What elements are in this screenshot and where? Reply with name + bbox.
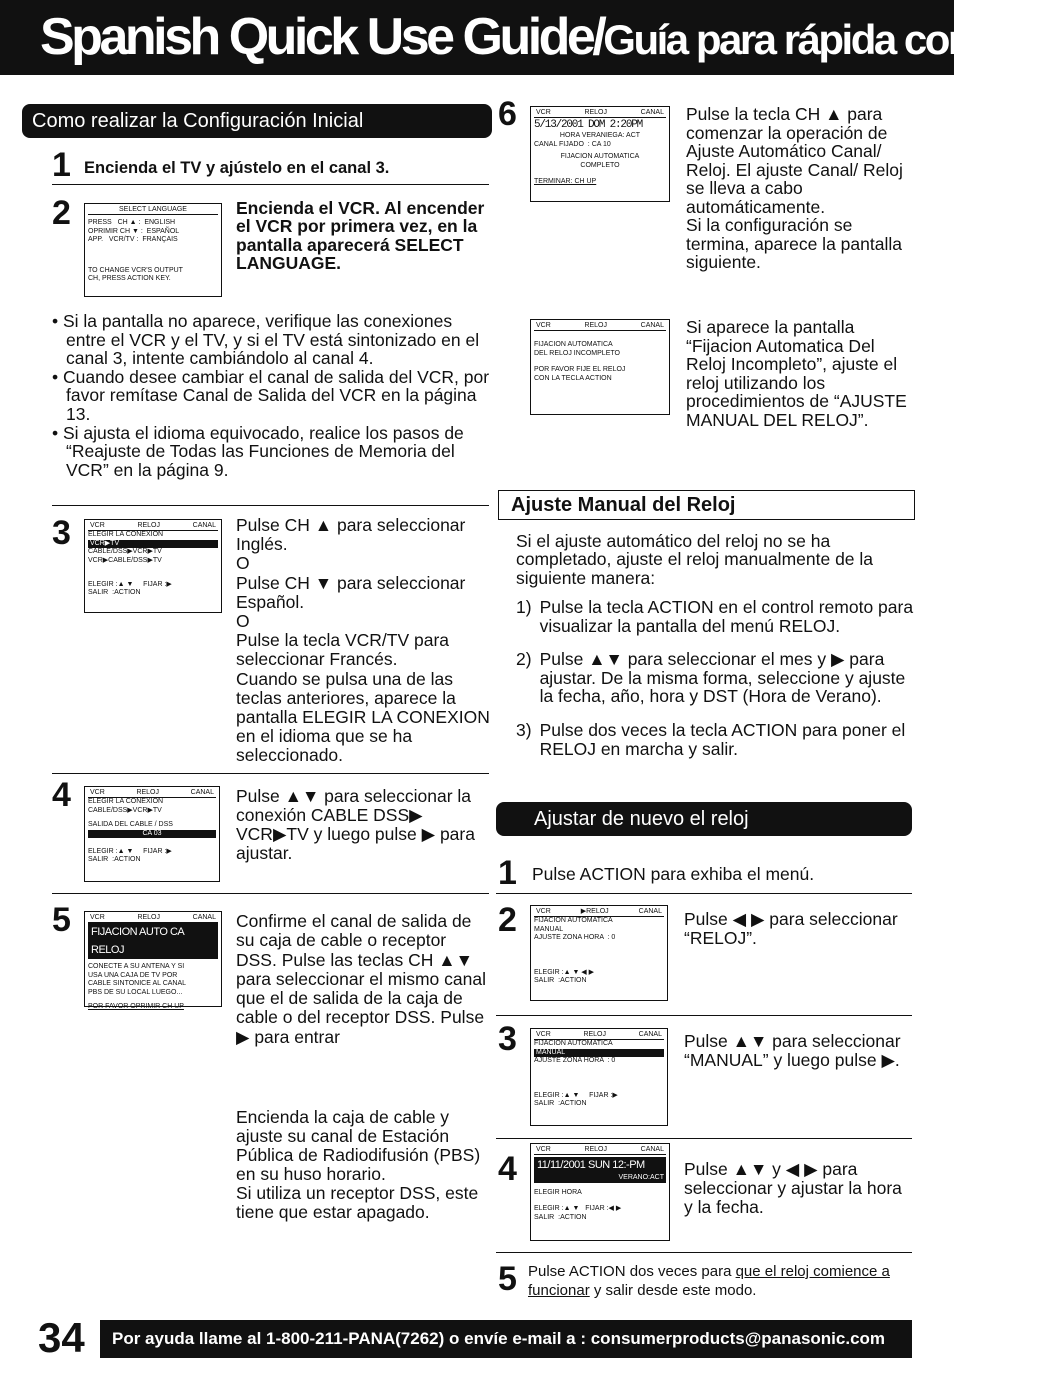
screen-tab: VCR <box>536 1146 551 1153</box>
screen-tabs <box>534 109 666 118</box>
screen-line: ELEGIR :▲ ▼ FIJAR :◀ ▶ <box>534 1205 622 1213</box>
manual-steps <box>516 598 916 758</box>
step-text: Pulse dos veces la tecla ACTION para poner el RELOJ en marcha y salir. <box>539 719 906 759</box>
bullet-item: • Si ajusta el idioma equivocado, realice los pasos de “Reajuste de Todas las Funciones de Memoria del VCR” en la página 9. <box>52 422 464 480</box>
title-sub: Guía para rápida consulta <box>603 16 1057 63</box>
tv-screen-salida-cable <box>84 786 220 882</box>
tv-screen-fijacion-completo <box>530 106 670 202</box>
screen-tab: RELOJ <box>583 1031 606 1038</box>
screen-line: ELEGIR HORA <box>534 1188 582 1196</box>
screen-tabs <box>534 908 664 917</box>
screen-tab: VCR <box>90 522 105 529</box>
manual-step <box>516 650 916 706</box>
underlined-text: que el reloj comience a funcionar <box>528 1263 890 1299</box>
step-number: 3 <box>498 1020 517 1058</box>
screen-line: FIJACION AUTOMATICA <box>534 917 613 925</box>
screen-line: COMPLETO <box>580 161 620 169</box>
manual-step <box>516 598 916 635</box>
help-footer: Por ayuda llame al 1-800-211-PANA(7262) o envíe e-mail a : consumerproducts@panasonic.com <box>100 1320 912 1358</box>
screen-tabs <box>534 1031 664 1040</box>
screen-line: FIJACION AUTOMATICA <box>534 341 613 349</box>
screen-tabs <box>88 914 218 923</box>
screen-tabs <box>88 522 218 531</box>
screen-tab: CANAL <box>640 1146 664 1153</box>
step-2-text: Encienda el VCR. Al encender el VCR por primera vez, en la pantalla aparecerá SELECT LANGUAGE. <box>236 198 485 274</box>
screen-line: POR FAVOR OPRIMIR CH UP <box>88 1003 184 1011</box>
screen-line: CABLE/DSS▶VCR▶TV <box>88 548 162 556</box>
bullet-item: • Cuando desee cambiar el canal de salida del VCR, por favor remítase Canal de Salida del VCR en la página 13. <box>52 366 490 424</box>
screen-highlight: MANUAL <box>534 1049 664 1057</box>
screen-tab: RELOJ <box>136 789 159 796</box>
divider <box>496 1252 912 1253</box>
screen-tab: CANAL <box>640 322 664 329</box>
screen-line: SALIR :ACTION <box>88 856 141 864</box>
screen-tab: CANAL <box>192 914 216 921</box>
step-5-note: Encienda la caja de cable y ajuste su canal de Estación Pública de Radiodifusión (PBS) en su huso horario. Si utiliza un receptor DSS, este tiene que estar apagado. <box>236 1107 481 1222</box>
step-6-note: Si aparece la pantalla “Fijacion Automatica Del Reloj Incompleto”, ajuste el reloj utilizando los procedimientos de “AJUSTE MANUAL DEL RELOJ”. <box>686 317 907 430</box>
divider <box>496 893 912 894</box>
title-main: Spanish Quick Use Guide/ <box>40 8 604 66</box>
step-number: 3 <box>52 514 71 552</box>
manual-intro: Si el ajuste automático del reloj no se ha completado, ajuste el reloj manualmente de la siguiente manera: <box>516 531 874 588</box>
screen-tab: RELOJ <box>137 914 160 921</box>
text-part: y salir desde este modo. <box>589 1281 757 1299</box>
divider <box>496 1138 912 1139</box>
screen-line: SALIR :ACTION <box>534 977 587 985</box>
screen-tab: VCR <box>536 1031 551 1038</box>
screen-title: SELECT LANGUAGE <box>88 206 218 215</box>
screen-line: AJUSTE ZONA HORA : 0 <box>534 1057 616 1065</box>
step-number: 4 <box>498 1150 517 1188</box>
page-title <box>40 2 1057 75</box>
tv-screen-reloj-menu <box>530 905 668 1001</box>
screen-tab: VCR <box>90 789 105 796</box>
screen-title: ELEGIR LA CONEXION <box>88 531 164 539</box>
screen-tabs <box>88 789 216 798</box>
screen-tab: RELOJ <box>137 522 160 529</box>
step-number: 1 <box>498 854 517 892</box>
screen-tab: VCR <box>536 322 551 329</box>
reset-step-1-text: Pulse ACTION para exhiba el menú. <box>532 864 815 884</box>
bullet-list <box>52 312 492 479</box>
screen-line: CONECTE A SU ANTENA Y SI <box>88 963 185 971</box>
screen-highlight: CA 03 <box>88 830 216 838</box>
screen-highlight: VERANO:ACT <box>534 1174 666 1182</box>
screen-tabs <box>534 1146 666 1155</box>
screen-line: APP. VCR/TV : FRANÇAIS <box>88 236 178 244</box>
reset-step-4-text: Pulse ▲▼ y ◀ ▶ para seleccionar y ajustar la hora y la fecha. <box>684 1159 902 1217</box>
screen-tab: RELOJ <box>584 1146 607 1153</box>
step-number: 5 <box>498 1260 517 1298</box>
text-part: Pulse ACTION dos veces para <box>528 1263 736 1280</box>
screen-line: ELEGIR :▲ ▼ FIJAR :▶ <box>88 848 172 856</box>
screen-tab: RELOJ <box>584 322 607 329</box>
screen-title: ELEGIR LA CONEXION <box>88 798 164 806</box>
screen-date: 5/13/2001 DOM 2:20PM <box>534 119 643 132</box>
screen-line: ELEGIR :▲ ▼ ◀ ▶ <box>534 968 595 976</box>
screen-line: CH, PRESS ACTION KEY. <box>88 275 171 283</box>
screen-line: ELEGIR :▲ ▼ FIJAR :▶ <box>88 581 172 589</box>
divider <box>496 1015 912 1016</box>
screen-tab: VCR <box>90 914 105 921</box>
bullet-item: • Si la pantalla no aparece, verifique las conexiones entre el VCR y el TV, y si el TV está sintonizado en el canal 3, intente cambiándolo al canal 4. <box>52 311 480 369</box>
page-number: 34 <box>38 1314 85 1361</box>
step-text: Pulse la tecla ACTION en el control remoto para visualizar la pantalla del menú RELOJ. <box>539 597 914 636</box>
step-5-text: Confirme el canal de salida de su caja de cable o receptor DSS. Pulse las teclas CH ▲▼ para seleccionar el mismo canal que el de salida de la caja de cable o del receptor DSS. Pulse ▶ para entrar <box>236 911 486 1047</box>
screen-line: SALIR :ACTION <box>88 589 141 597</box>
screen-highlight: VCR▶TV <box>88 540 218 548</box>
tv-screen-fecha-hora <box>530 1143 670 1241</box>
reset-step-5-text <box>528 1263 913 1300</box>
tv-screen-elegir-conexion <box>84 519 222 613</box>
screen-tab: CANAL <box>190 789 214 796</box>
screen-line: CABLE SINTONICE AL CANAL <box>88 980 187 988</box>
screen-tab: RELOJ <box>584 109 607 116</box>
step-number: 6 <box>498 95 517 133</box>
screen-line: PBS DE SU LOCAL LUEGO... <box>88 988 183 996</box>
step-index: 1) <box>516 597 532 617</box>
divider <box>52 184 489 185</box>
screen-line: CABLE/DSS▶VCR▶TV <box>88 806 162 814</box>
reset-step-2-text: Pulse ◀ ▶ para seleccionar “RELOJ”. <box>684 909 898 948</box>
screen-line: CANAL FIJADO : CA 10 <box>534 140 611 148</box>
divider <box>52 893 489 894</box>
screen-tab: ▶RELOJ <box>580 908 609 915</box>
screen-line: SALIDA DEL CABLE / DSS <box>88 821 173 829</box>
screen-line: SALIR :ACTION <box>534 1213 587 1221</box>
step-index: 3) <box>516 719 532 740</box>
screen-line: TO CHANGE VCR'S OUTPUT <box>88 266 183 274</box>
tv-screen-select-language <box>84 203 222 297</box>
step-text: Pulse ▲▼ para seleccionar el mes y ▶ para ajustar. De la misma forma, seleccione y ajuste la fecha, año, hora y DST (Hora de Verano). <box>539 649 906 707</box>
screen-tab: CANAL <box>638 908 662 915</box>
screen-line: HORA VERANIEGA: ACT <box>559 132 641 140</box>
screen-highlight: FIJACION AUTO CA RELOJ <box>88 923 218 959</box>
step-index: 2) <box>516 649 532 670</box>
screen-datetime: 11/11/2001 SUN 12:-PM <box>534 1157 666 1174</box>
screen-line: DEL RELOJ INCOMPLETO <box>534 349 620 357</box>
screen-line: ELEGIR :▲ ▼ FIJAR :▶ <box>534 1091 618 1099</box>
screen-tab: CANAL <box>638 1031 662 1038</box>
step-1-text: Encienda el TV y ajústelo en el canal 3. <box>84 159 390 177</box>
screen-line: FIJACION AUTOMATICA <box>534 1040 613 1048</box>
screen-line: OPRIMIR CH ▼ : ESPAÑOL <box>88 227 180 235</box>
screen-line: MANUAL <box>534 925 564 933</box>
manual-step <box>516 721 916 758</box>
step-number: 4 <box>52 776 71 814</box>
section-title-manual: Ajuste Manual del Reloj <box>498 490 915 520</box>
screen-tab: CANAL <box>640 109 664 116</box>
screen-line: AJUSTE ZONA HORA : 0 <box>534 934 616 942</box>
screen-tab: CANAL <box>192 522 216 529</box>
page-header <box>0 0 1057 75</box>
section-banner-reset: Ajustar de nuevo el reloj <box>496 802 912 836</box>
step-number: 2 <box>52 194 71 232</box>
screen-tabs <box>534 322 666 331</box>
screen-line: FIJACION AUTOMATICA <box>560 153 640 161</box>
screen-tab: VCR <box>536 109 551 116</box>
section-banner-initial: Como realizar la Configuración Inicial <box>22 104 492 138</box>
screen-line: PRESS CH ▲ : ENGLISH <box>88 219 176 227</box>
screen-line: TERMINAR: CH UP <box>534 178 597 186</box>
step-number: 1 <box>52 146 71 184</box>
screen-line: POR FAVOR FIJE EL RELOJ <box>534 366 626 374</box>
screen-line: CON LA TECLA ACTION <box>534 374 612 382</box>
reset-step-3-text: Pulse ▲▼ para seleccionar “MANUAL” y luego pulse ▶. <box>684 1031 901 1070</box>
screen-line: USA UNA CAJA DE TV POR <box>88 971 178 979</box>
screen-line: VCR▶CABLE/DSS▶TV <box>88 556 162 564</box>
step-4-text: Pulse ▲▼ para seleccionar la conexión CABLE DSS▶ VCR▶TV y luego pulse ▶ para ajustar. <box>236 786 475 863</box>
tv-screen-fijacion-auto <box>84 911 222 1011</box>
screen-line: SALIR :ACTION <box>534 1100 587 1108</box>
screen-tab: VCR <box>536 908 551 915</box>
step-6-text: Pulse la tecla CH ▲ para comenzar la operación de Ajuste Automático Canal/ Reloj. El ajuste Canal/ Reloj se lleva a cabo automáticamente. Si la configuración se termina, aparece la pantalla siguiente. <box>686 104 903 272</box>
divider <box>52 773 489 774</box>
tv-screen-reloj-incompleto <box>530 319 670 415</box>
divider <box>52 505 489 506</box>
step-number: 5 <box>52 901 71 939</box>
tv-screen-manual <box>530 1028 668 1126</box>
step-number: 2 <box>498 901 517 939</box>
step-3-text: Pulse CH ▲ para seleccionar Inglés. O Pulse CH ▼ para seleccionar Español. O Pulse la tecla VCR/TV para seleccionar Francés. Cuando se pulsa una de las teclas anteriores, aparece la pantalla ELEGIR LA CONEXION en el idioma que se ha seleccionado. <box>236 515 490 766</box>
